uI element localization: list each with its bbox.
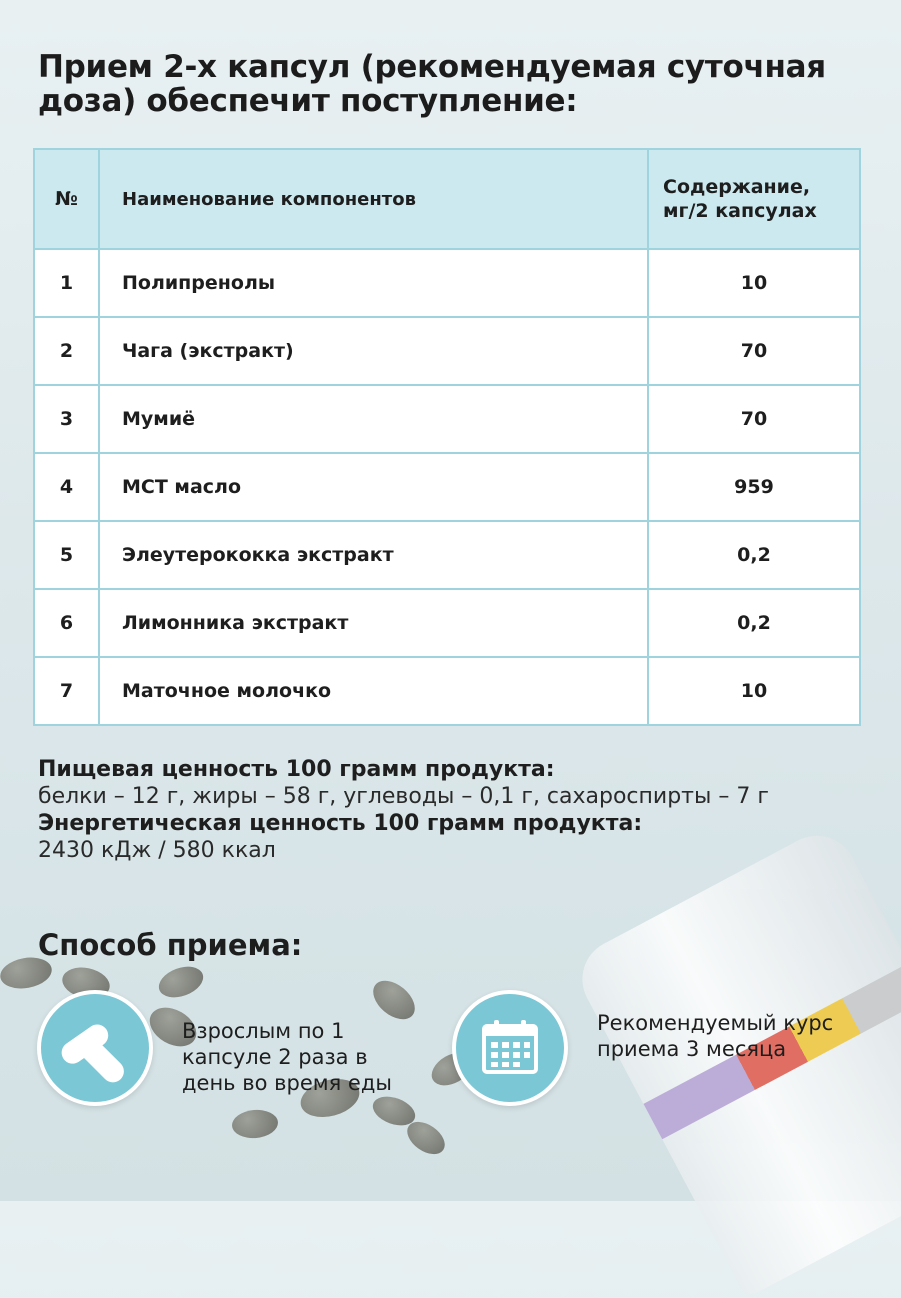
nutrition-heading: Пищевая ценность 100 грамм продукта:: [38, 757, 555, 782]
row-component-name: Мумиё: [99, 385, 648, 453]
row-value: 0,2: [648, 589, 860, 657]
row-value: 10: [648, 657, 860, 725]
capsule-image: [231, 1108, 279, 1140]
table-row: [34, 657, 860, 725]
row-value: 10: [648, 249, 860, 317]
table-row: [34, 385, 860, 453]
row-number: 1: [34, 249, 99, 317]
row-value: 70: [648, 317, 860, 385]
step2-text: Рекомендуемый курс приема 3 месяца: [597, 1011, 834, 1061]
calendar-icon: [452, 990, 568, 1106]
header-content: [648, 149, 860, 249]
nutrition-values: белки – 12 г, жиры – 58 г, углеводы – 0,1 г, сахароспирты – 7 г: [38, 784, 769, 809]
table-row: [34, 317, 860, 385]
row-value: 0,2: [648, 521, 860, 589]
row-component-name: Элеутерококка экстракт: [99, 521, 648, 589]
row-number: 7: [34, 657, 99, 725]
header-content-label: Содержание, мг/2 капсулах: [663, 176, 817, 222]
step1-text: Взрослым по 1 капсуле 2 раза в день во время еды: [182, 1019, 392, 1095]
method-title: Способ приема:: [38, 928, 303, 962]
energy-values: 2430 кДж / 580 ккал: [38, 838, 276, 863]
row-number: 3: [34, 385, 99, 453]
table-row: [34, 453, 860, 521]
header-number: №: [34, 149, 99, 249]
row-number: 2: [34, 317, 99, 385]
row-component-name: Полипренолы: [99, 249, 648, 317]
capsule-image: [155, 961, 208, 1003]
page-title: Прием 2-х капсул (рекомендуемая суточная доза) обеспечит поступление:: [38, 49, 826, 119]
table-row: [34, 589, 860, 657]
row-value: 70: [648, 385, 860, 453]
row-number: 4: [34, 453, 99, 521]
capsules-icon: [37, 990, 153, 1106]
row-component-name: Маточное молочко: [99, 657, 648, 725]
row-number: 5: [34, 521, 99, 589]
energy-heading: Энергетическая ценность 100 грамм продукта:: [38, 811, 643, 836]
row-component-name: Лимонника экстракт: [99, 589, 648, 657]
row-component-name: Чага (экстракт): [99, 317, 648, 385]
nutrition-info: [38, 756, 898, 864]
table-header-row: [34, 149, 860, 249]
header-component-name: Наименование компонентов: [99, 149, 648, 249]
row-number: 6: [34, 589, 99, 657]
row-value: 959: [648, 453, 860, 521]
table-row: [34, 249, 860, 317]
components-table: [33, 148, 861, 726]
row-component-name: МСТ масло: [99, 453, 648, 521]
table-row: [34, 521, 860, 589]
